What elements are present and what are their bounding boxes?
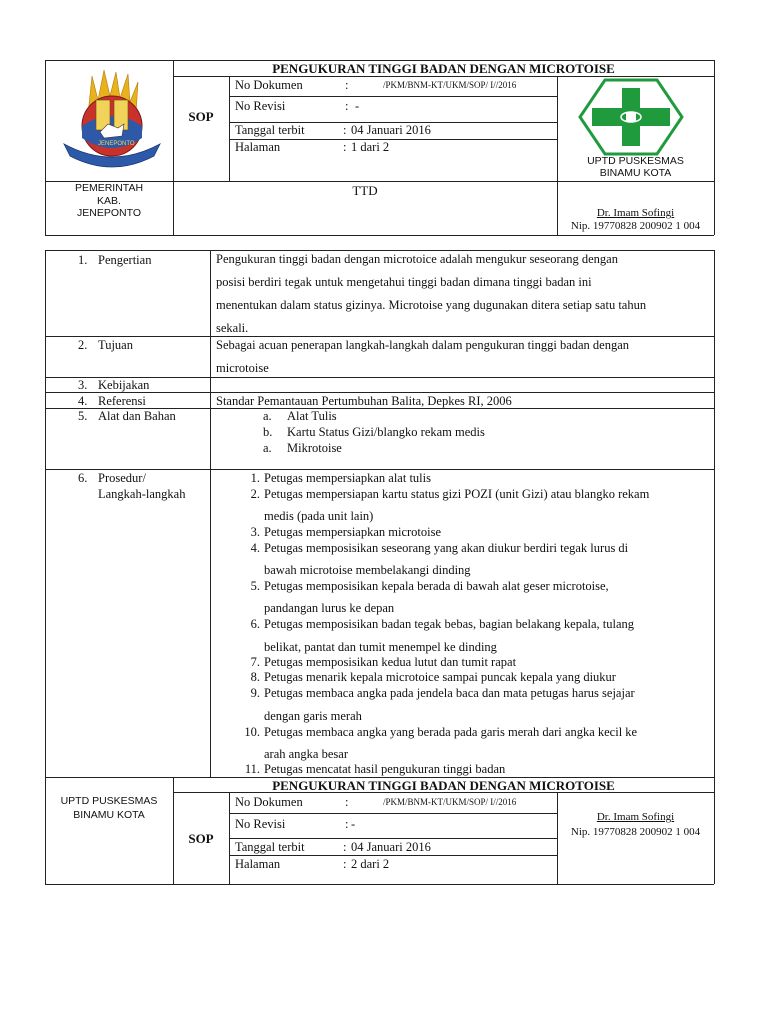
step-number: 1. — [250, 471, 260, 485]
step-line: Petugas memposisikan seseorang yang akan diukur berdiri tegak lurus di — [264, 541, 629, 555]
tujuan-label: Tujuan — [98, 338, 133, 352]
logo-banner-text: JENEPONTO — [98, 141, 135, 147]
no-revisi-sep: : — [345, 99, 349, 113]
no-dokumen-sep-2: : — [345, 795, 349, 809]
signer-name: Dr. Imam Sofingi — [596, 207, 675, 219]
no-revisi-value-2: - — [351, 817, 356, 831]
step-line: arah angka besar — [264, 747, 348, 761]
alat-marker: b. — [263, 425, 273, 439]
step-line: belikat, pantat dan tumit menempel ke dinding — [264, 640, 497, 654]
org-line-2: BINAMU KOTA — [599, 167, 672, 179]
halaman-value: 1 dari 2 — [351, 140, 390, 154]
step-number: 10. — [244, 725, 260, 739]
step-line: medis (pada unit lain) — [264, 509, 374, 523]
no-revisi-sep-2: : — [345, 817, 349, 831]
tanggal-sep: : — [343, 123, 347, 137]
gov-line-1: PEMERINTAH — [74, 182, 144, 194]
sop-label-2: SOP — [188, 831, 214, 846]
prosedur-num: 6. — [78, 471, 88, 485]
step-number: 5. — [250, 579, 260, 593]
signer-name-2: Dr. Imam Sofingi — [596, 811, 675, 823]
step-number: 11. — [244, 762, 260, 776]
no-dokumen-label-2: No Dokumen — [235, 795, 303, 809]
sop-label: SOP — [188, 109, 214, 124]
prosedur-label-2: Langkah-langkah — [98, 487, 186, 501]
step-line: Petugas menarik kepala microtoice sampai puncak kepala yang diukur — [264, 670, 616, 684]
halaman-label: Halaman — [235, 140, 281, 154]
halaman-sep: : — [343, 140, 347, 154]
pengertian-label: Pengertian — [98, 253, 152, 267]
referensi-text: Standar Pemantauan Pertumbuhan Balita, Depkes RI, 2006 — [216, 394, 512, 408]
step-line: Petugas mencatat hasil pengukuran tinggi badan — [264, 762, 506, 776]
step-line: bawah microtoise membelakangi dinding — [264, 563, 471, 577]
alat-item: Alat Tulis — [287, 409, 337, 423]
tujuan-num: 2. — [78, 338, 88, 352]
alat-item: Kartu Status Gizi/blangko rekam medis — [287, 425, 485, 439]
no-dokumen-value: /PKM/BNM-KT/UKM/SOP/ I//2016 — [383, 80, 517, 90]
step-line: Petugas membaca angka yang berada pada garis merah dari angka kecil ke — [264, 725, 638, 739]
tujuan-line: microtoise — [216, 361, 269, 375]
pengertian-line: menentukan dalam status gizinya. Microtoise yang dugunakan ditera setiap satu tahun — [216, 298, 647, 312]
no-revisi-value: - — [355, 99, 360, 113]
step-number: 9. — [250, 686, 260, 700]
no-dokumen-label: No Dokumen — [235, 78, 303, 92]
jeneponto-logo — [58, 66, 166, 176]
referensi-num: 4. — [78, 394, 88, 408]
step-number: 7. — [250, 655, 260, 669]
alat-item: Mikrotoise — [287, 441, 342, 455]
tanggal-label-2: Tanggal terbit — [235, 840, 305, 854]
no-revisi-label: No Revisi — [235, 99, 286, 113]
kebijakan-label: Kebijakan — [98, 378, 150, 392]
no-revisi-label-2: No Revisi — [235, 817, 286, 831]
step-line: Petugas mempersiapan kartu status gizi POZI (unit Gizi) atau blangko rekam — [264, 487, 650, 501]
org-line-1-footer: UPTD PUSKESMAS — [60, 795, 158, 807]
alat-label: Alat dan Bahan — [98, 409, 176, 423]
prosedur-label-1: Prosedur/ — [98, 471, 146, 485]
step-line: Petugas memposisikan kepala berada di bawah alat geser microtoise, — [264, 579, 609, 593]
referensi-label: Referensi — [98, 394, 146, 408]
alat-num: 5. — [78, 409, 88, 423]
step-number: 8. — [250, 670, 260, 684]
step-line: Petugas memposisikan kedua lutut dan tumit rapat — [264, 655, 517, 669]
tanggal-value-2: 04 Januari 2016 — [351, 840, 431, 854]
step-line: dengan garis merah — [264, 709, 362, 723]
gov-line-2: KAB. — [97, 195, 121, 207]
alat-marker: a. — [263, 409, 272, 423]
halaman-sep-2: : — [343, 857, 347, 871]
step-number: 2. — [250, 487, 260, 501]
pengertian-line: sekali. — [216, 321, 249, 335]
sop-title-2: PENGUKURAN TINGGI BADAN DENGAN MICROTOISE — [272, 778, 615, 793]
tujuan-line: Sebagai acuan penerapan langkah-langkah dalam pengukuran tinggi badan dengan — [216, 338, 630, 352]
tanggal-sep-2: : — [343, 840, 347, 854]
alat-marker: a. — [263, 441, 272, 455]
pengertian-line: posisi berdiri tegak untuk mengetahui tinggi badan dimana tinggi badan ini — [216, 275, 592, 289]
step-number: 3. — [250, 525, 260, 539]
no-dokumen-sep: : — [345, 78, 349, 92]
step-number: 4. — [250, 541, 260, 555]
kebijakan-num: 3. — [78, 378, 88, 392]
ttd-label: TTD — [352, 183, 378, 198]
puskesmas-logo — [578, 78, 684, 156]
step-number: 6. — [250, 617, 260, 631]
step-line: Petugas membaca angka pada jendela baca dan mata petugas harus sejajar — [264, 686, 635, 700]
no-dokumen-value-2: /PKM/BNM-KT/UKM/SOP/ I//2016 — [383, 797, 517, 807]
step-line: Petugas memposisikan badan tegak bebas, bagian belakang kepala, tulang — [264, 617, 635, 631]
tanggal-label: Tanggal terbit — [235, 123, 305, 137]
gov-line-3: JENEPONTO — [77, 207, 141, 219]
step-line: Petugas mempersiapkan microtoise — [264, 525, 442, 539]
org-line-1: UPTD PUSKESMAS — [587, 155, 684, 167]
halaman-value-2: 2 dari 2 — [351, 857, 390, 871]
sop-title: PENGUKURAN TINGGI BADAN DENGAN MICROTOISE — [272, 61, 615, 76]
pengertian-line: Pengukuran tinggi badan dengan microtoice adalah mengukur seseorang dengan — [216, 252, 618, 266]
signer-nip: Nip. 19770828 200902 1 004 — [570, 220, 701, 232]
tanggal-value: 04 Januari 2016 — [351, 123, 431, 137]
signer-nip-2: Nip. 19770828 200902 1 004 — [570, 826, 701, 838]
halaman-label-2: Halaman — [235, 857, 281, 871]
org-line-2-footer: BINAMU KOTA — [73, 809, 145, 821]
step-line: pandangan lurus ke depan — [264, 601, 395, 615]
pengertian-num: 1. — [78, 253, 88, 267]
step-line: Petugas mempersiapkan alat tulis — [264, 471, 431, 485]
